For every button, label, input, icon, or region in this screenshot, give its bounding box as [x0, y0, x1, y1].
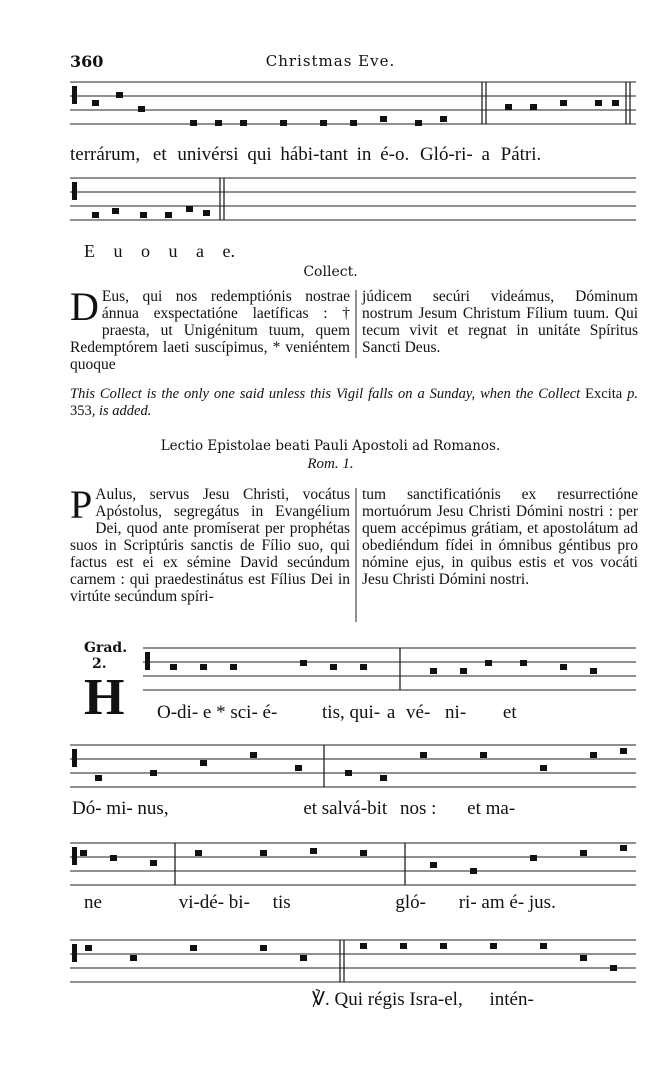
lyric-syllable: u [113, 241, 123, 261]
rubric-italic: This Collect is the only one said unless this Vigil falls on a Sunday, when the Collect [70, 386, 581, 402]
gradual-lyric-line-1 [157, 702, 517, 724]
epistle-reference: Rom. 1. [307, 456, 354, 472]
lyric-syllable: E [84, 241, 95, 261]
gradual-lyric-line-4 [312, 988, 534, 1011]
gradual-drop-cap: H [84, 669, 125, 726]
lyric-syllable: terrárum, [70, 144, 141, 165]
gradual-label [84, 640, 127, 672]
collect-right-text: júdicem secúri videámus, Dóminum nostrum Jesum Christum Fílium tuum. Qui tecum vivit et regnat in unitáte Spíritus Sancti Deus. [362, 288, 638, 356]
epistle-right-text: tum sanctificatiónis ex resurrectióne mortuórum Jesu Christi Dómini nostri : per quem accépimus grátiam, et apostolátum ad obediéndum fídei in ómnibus géntibus pro nómine ejus, in quibus estis et vos vocáti Jesu Christi Dómini nostri. [362, 486, 638, 588]
lyric-syllable: et [502, 702, 517, 723]
lyric-syllable: in [356, 144, 372, 165]
page-title: Christmas Eve. [265, 52, 396, 70]
lyric-syllable: a [196, 241, 204, 261]
gradual-lyric-line-2 [72, 798, 515, 820]
lyric-syllable: ni- [445, 702, 467, 723]
lyric-syllable: e. [222, 241, 235, 261]
collect-right-column [362, 288, 638, 356]
epistle-heading: Lectio Epistolae beati Pauli Apostoli ad Romanos. [160, 438, 501, 454]
lyric-syllable: et ma- [467, 798, 516, 819]
epistle-drop-cap: P [70, 482, 93, 527]
lyric-syllable: Dó- mi- nus, [72, 798, 169, 819]
lyric-syllable: o [141, 241, 150, 261]
lyric-syllable: nos : [399, 798, 437, 819]
lyric-syllable: a [386, 702, 396, 723]
rubric-p: p. [627, 386, 639, 402]
rubric-end: is added. [99, 403, 152, 419]
collect-drop-cap: D [70, 284, 99, 329]
collect-rubric [70, 386, 638, 420]
lyric-syllable: Gló-ri- [419, 144, 473, 165]
lyric-syllable: gló- [395, 892, 426, 913]
lyric-syllable: ne [84, 892, 102, 913]
gradual-label-text: Grad. [84, 640, 128, 656]
lyric-syllable: vé- [406, 702, 431, 723]
lyric-syllable: et salvá-bit [303, 798, 388, 819]
page-number: 360 [70, 52, 104, 71]
lyric-syllable: é-o. [380, 144, 410, 165]
epistle-left-text: Aulus, servus Jesu Christi, vocátus Apóstolus, segregátus in Evangélium Dei, quod ante promíserat per prophétas suos in Scriptúris sanctis de Fílio suo, qui factus est ei ex sémine David secúndum carnem : qui praedestinátus est Fílius Dei in virtúte secúndum spíri- [70, 486, 350, 605]
lyric-syllable: vi-dé- bi- [178, 892, 250, 913]
lyric-syllable: Pátri. [500, 144, 542, 165]
lyric-syllable: ri- am é- jus. [458, 892, 556, 913]
rubric-num: 353, [70, 403, 96, 419]
lyric-syllable: intén- [489, 989, 534, 1010]
lyric-syllable: u [168, 241, 178, 261]
chant2-lyric-line [84, 241, 235, 262]
gradual-number: 2. [92, 656, 107, 672]
epistle-right-column [362, 486, 638, 588]
collect-heading: Collect. [303, 264, 358, 280]
lyric-syllable: a [481, 144, 490, 165]
collect-left-text: Eus, qui nos redemptiónis nostrae ánnua exspectatióne laetíficas : † praesta, ut Unigénitum tuum, quem Redemptórem laeti suscípimus, * veniéntem quoque [70, 288, 350, 373]
gradual-lyric-line-3 [84, 892, 556, 914]
lyric-syllable: O-di- e * sci- é- [157, 702, 278, 723]
lyric-syllable: hábi-tant [280, 144, 348, 165]
lyric-syllable: univérsi [177, 144, 239, 165]
epistle-left-column [70, 482, 350, 605]
lyric-syllable: qui [247, 144, 272, 165]
chant1-lyric-line [70, 144, 541, 166]
rubric-plain: Excita [585, 386, 623, 402]
lyric-syllable: ℣. Qui régis Isra-el, [312, 989, 463, 1010]
lyric-syllable: tis [272, 892, 291, 913]
lyric-syllable: et [152, 144, 167, 165]
collect-left-column [70, 284, 350, 373]
lyric-syllable: tis, qui- [322, 702, 381, 723]
